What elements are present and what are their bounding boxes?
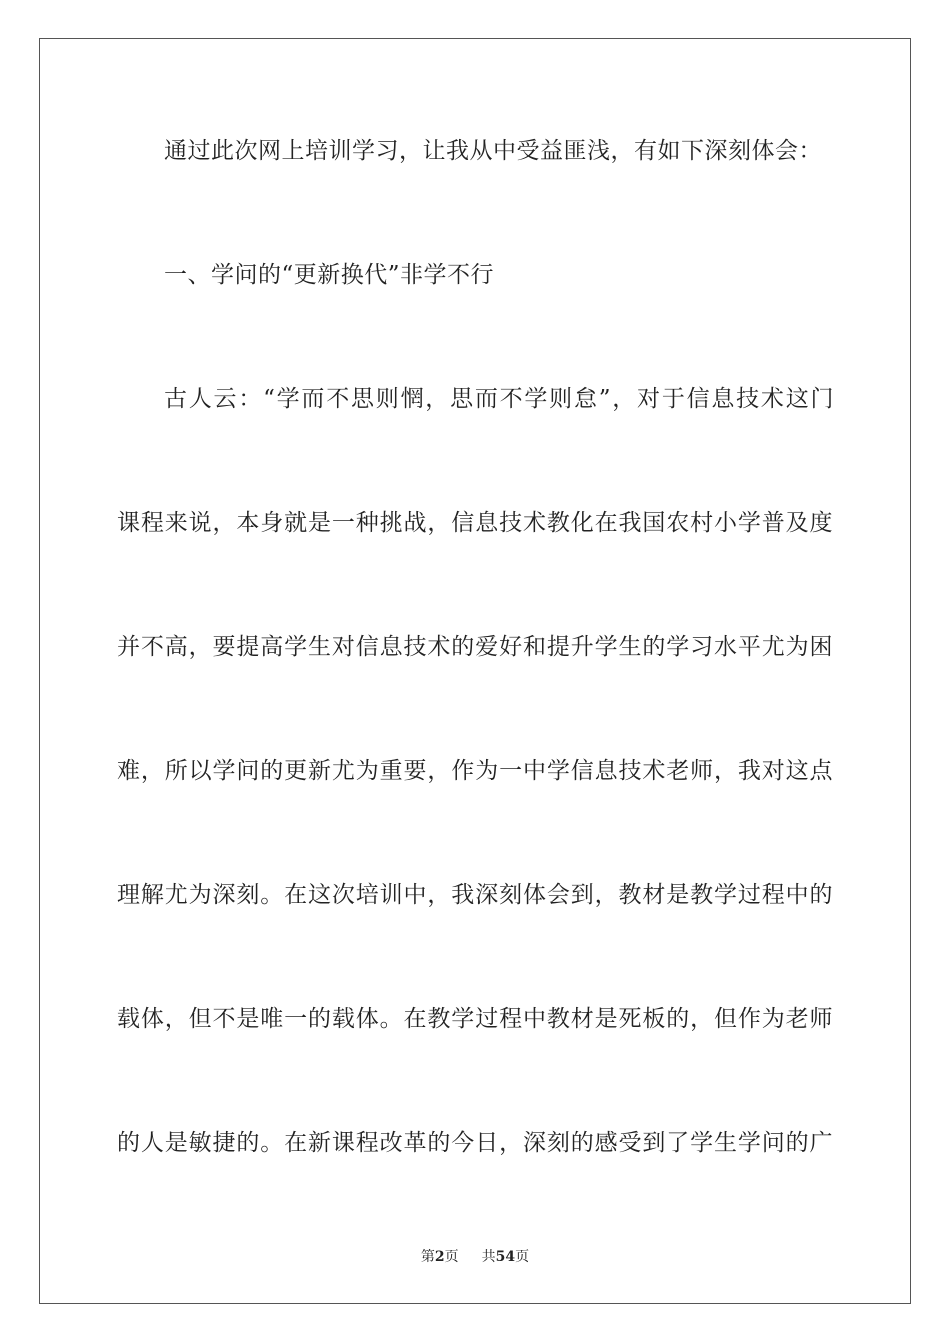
page-footer — [0, 1248, 950, 1266]
current-page: 2 — [434, 1249, 445, 1265]
paragraph-line: 理解尤为深刻。在这次培训中，我深刻体会到，教材是教学过程中的 — [117, 882, 833, 908]
section-heading: 一、学问的“更新换代”非学不行 — [164, 262, 495, 288]
total-suffix: 页 — [515, 1249, 530, 1265]
total-pages: 54 — [495, 1249, 516, 1265]
page-suffix: 页 — [444, 1249, 459, 1265]
paragraph-line: 载体，但不是唯一的载体。在教学过程中教材是死板的，但作为老师 — [117, 1006, 833, 1032]
paragraph-line: 古人云：“学而不思则惘，思而不学则怠”，对于信息技术这门 — [164, 386, 834, 412]
paragraph-line: 课程来说，本身就是一种挑战，信息技术教化在我国农村小学普及度 — [117, 510, 833, 536]
page-total — [482, 1248, 529, 1266]
paragraph-line: 的人是敏捷的。在新课程改革的今日，深刻的感受到了学生学问的广 — [117, 1130, 833, 1156]
total-prefix: 共 — [481, 1249, 496, 1265]
paragraph-line: 难，所以学问的更新尤为重要，作为一中学信息技术老师，我对这点 — [117, 758, 833, 784]
paragraph-line: 并不高，要提高学生对信息技术的爱好和提升学生的学习水平尤为困 — [117, 634, 833, 660]
page-border — [39, 38, 911, 1304]
page-number — [421, 1248, 459, 1266]
page-prefix: 第 — [420, 1249, 435, 1265]
paragraph-intro: 通过此次网上培训学习，让我从中受益匪浅，有如下深刻体会： — [164, 138, 822, 164]
